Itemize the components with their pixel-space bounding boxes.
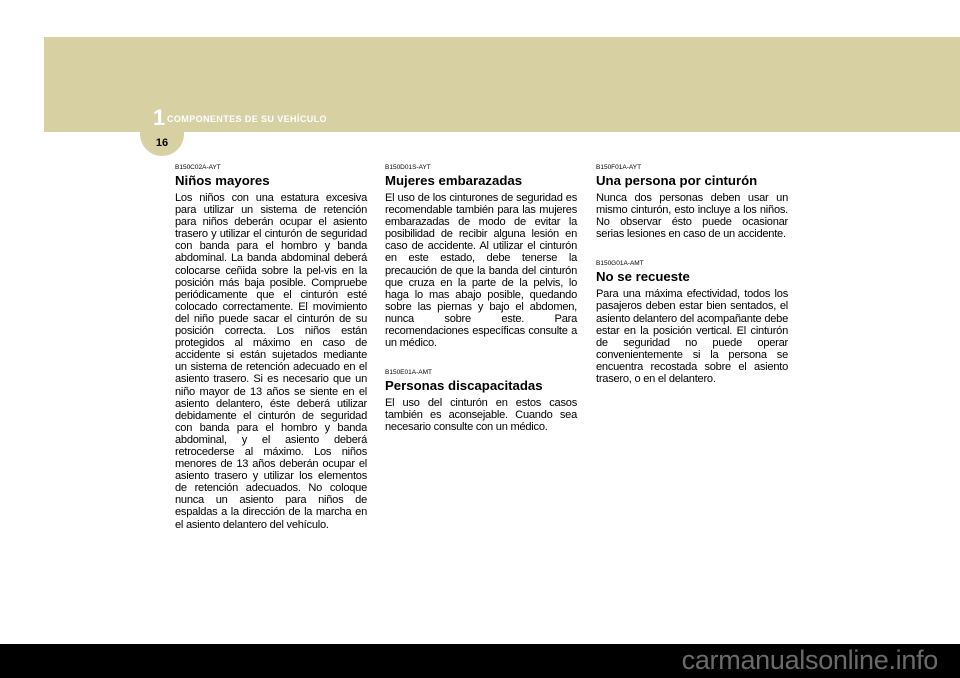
section-text: Para una máxima efectividad, todos los pasajeros deben estar bien sentados, el asiento delantero del acompañante debe estar en la posición vertical. El cinturón de seguridad no puede operar convenientemente si la persona se encuentra recostada sobre el asiento trasero, o en el delantero. <box>596 288 788 386</box>
section-una-persona-por-cinturon <box>596 164 788 240</box>
section-personas-discapacitadas <box>385 369 577 433</box>
section-text: Nunca dos personas deben usar un mismo cinturón, esto incluye a los niños. No observar ésto puede ocasionar serias lesiones en caso de un accidente. <box>596 192 788 241</box>
section-text: El uso de los cinturones de seguridad es recomendable también para las mujeres embarazadas de modo de evitar la posibilidad de recibir alguna lesión en caso de accidente. Al utilizar el cinturón en este estado, debe tenerse la precaución de que la banda del cinturón que cruza en la parte de la pelvis, lo haga lo mas abajo posible, quedando sobre las piernas y bajo el abdomen, nunca sobre este. Para recomendaciones específicas consulte a un médico. <box>385 192 577 350</box>
column-1 <box>175 164 367 551</box>
page-number: 16 <box>155 137 169 149</box>
section-ninos-mayores <box>175 164 367 531</box>
section-title: Niños mayores <box>175 173 270 188</box>
section-title: No se recueste <box>596 269 690 285</box>
section-code: B150E01A-AMT <box>385 369 432 377</box>
section-code: B150C02A-AYT <box>175 164 221 171</box>
section-text: El uso del cinturón en estos casos también es aconsejable. Cuando sea necesario consulte con un médico. <box>385 397 577 434</box>
section-text: Los niños con una estatura excesiva para utilizar un sistema de retención para niños deberán ocupar el asiento trasero y utilizar el cinturón de seguridad con banda para el hombro y banda abdominal. La banda abdominal deberá colocarse ceñida sobre la pel-vis en la posición más baja posible. Compruebe periódicamente que el cinturón esté colocado correctamente. El movimiento del niño puede sacar el cinturón de su posición correcta. Los niños están protegidos al máximo en caso de accidente si están sujetados mediante un sistema de retención adecuado en el asiento trasero. Si es necesario que un niño mayor de 13 años se siente en el asiento delantero, éste deberá utilizar debidamente el cinturón de seguridad con banda para el hombro y banda abdominal, y el asiento deberá retrocederse al máximo. Los niños menores de 13 años deberán ocupar el asiento trasero y utilizar los elementos de retención adecuados. No coloque nunca un asiento para niños de espaldas a la dirección de la marcha en el asiento delantero del vehículo. <box>175 192 367 531</box>
column-3 <box>596 164 788 405</box>
section-no-se-recueste <box>596 260 788 385</box>
section-mujeres-embarazadas <box>385 164 577 349</box>
chapter-title: COMPONENTES DE SU VEHÍCULO <box>167 114 327 124</box>
section-code: B150F01A-AYT <box>596 164 642 171</box>
section-code: B150G01A-AMT <box>596 260 644 268</box>
chapter-number: 1 <box>153 105 166 130</box>
column-2 <box>385 164 577 454</box>
section-code: B150D01S-AYT <box>385 164 431 171</box>
watermark-text: carmanualsonline.info <box>681 645 938 675</box>
section-title: Personas discapacitadas <box>385 378 543 394</box>
section-title: Una persona por cinturón <box>596 173 758 188</box>
section-title: Mujeres embarazadas <box>385 173 523 188</box>
